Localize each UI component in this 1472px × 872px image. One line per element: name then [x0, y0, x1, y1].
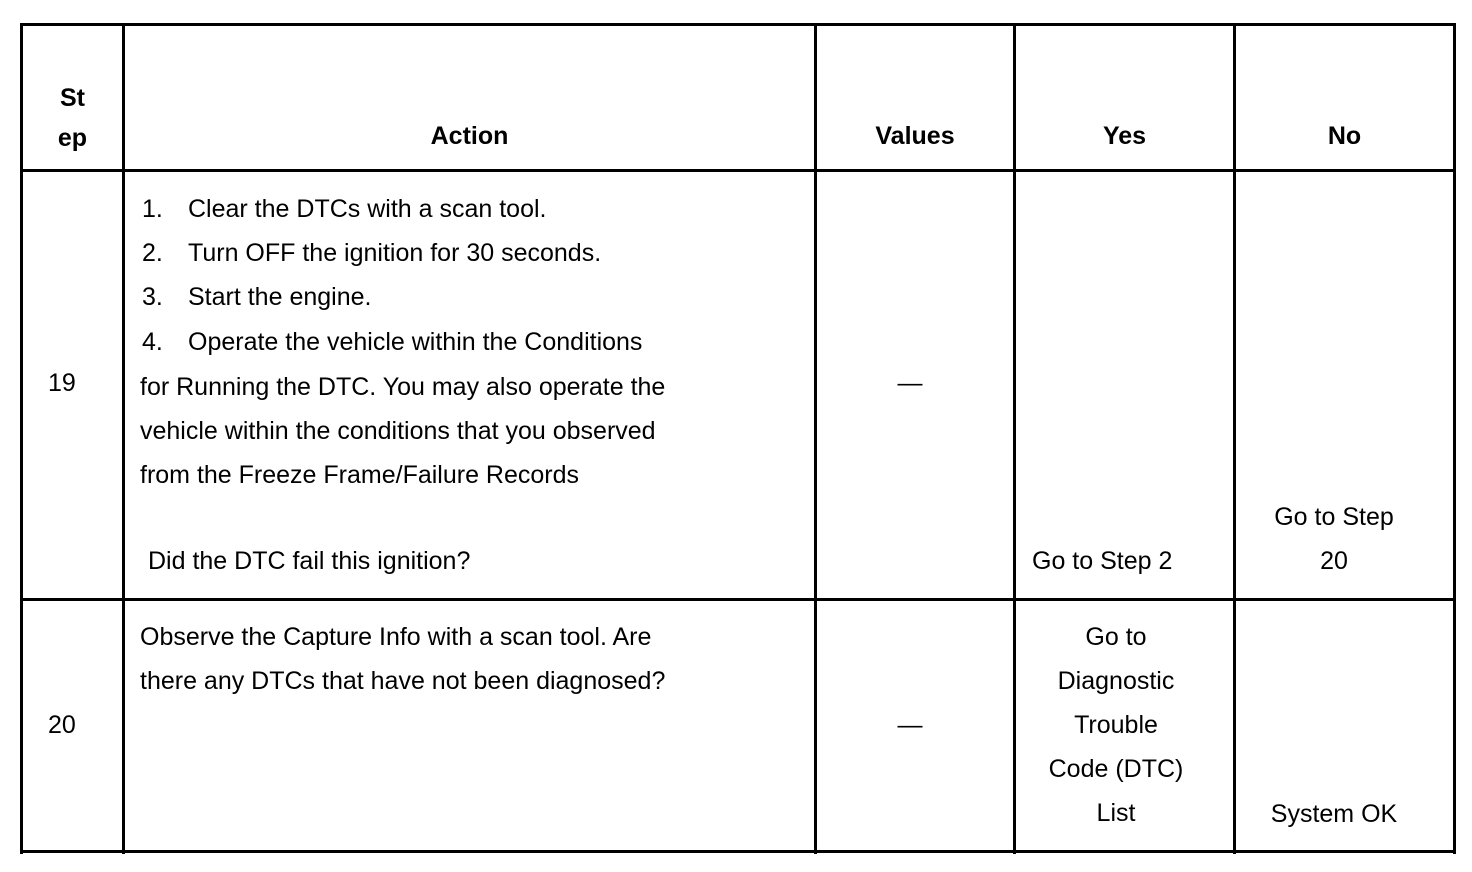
row19-item1-number: 1. — [142, 195, 163, 223]
row19-yes: Go to Step 2 — [1032, 547, 1173, 575]
row19-continuation-line1: for Running the DTC. You may also operate the — [140, 373, 666, 401]
row19-values: — — [897, 369, 923, 397]
row20-values: — — [897, 711, 923, 739]
table-rule-right — [1453, 24, 1456, 854]
row19-no-line2: 20 — [1320, 547, 1348, 575]
row20-step: 20 — [48, 711, 76, 739]
header-action: Action — [430, 122, 509, 150]
row19-question: Did the DTC fail this ignition? — [148, 547, 471, 575]
row19-item2-text: Turn OFF the ignition for 30 seconds. — [188, 239, 602, 267]
row19-no-line1: Go to Step — [1274, 503, 1394, 531]
row20-yes-line5: List — [1096, 799, 1136, 827]
row20-yes — [1016, 615, 1216, 835]
table-rule-top — [20, 23, 1456, 26]
table-rule-header — [20, 169, 1456, 172]
header-step-line2: ep — [57, 124, 88, 152]
row20-action-line1: Observe the Capture Info with a scan tool. Are — [140, 623, 652, 651]
row19-item4-text: Operate the vehicle within the Conditions — [188, 328, 643, 356]
row19-item3-text: Start the engine. — [188, 283, 372, 311]
row19-step: 19 — [48, 369, 76, 397]
header-no: No — [1327, 122, 1362, 150]
row19-item1-text: Clear the DTCs with a scan tool. — [188, 195, 547, 223]
header-step — [23, 76, 122, 160]
row19-continuation-line2: vehicle within the conditions that you observed — [140, 417, 656, 445]
header-yes: Yes — [1102, 122, 1147, 150]
row20-yes-line2: Diagnostic — [1057, 667, 1175, 695]
table-rule-bottom — [20, 850, 1456, 853]
row20-yes-line1: Go to — [1085, 623, 1147, 651]
header-values: Values — [875, 122, 955, 150]
row19-item2-number: 2. — [142, 239, 163, 267]
row20-no: System OK — [1270, 800, 1398, 828]
row19-continuation-line3: from the Freeze Frame/Failure Records — [140, 461, 580, 489]
header-step-line1: St — [60, 84, 85, 112]
row19-item3-number: 3. — [142, 283, 163, 311]
row20-yes-line4: Code (DTC) — [1048, 755, 1184, 783]
row20-yes-line3: Trouble — [1074, 711, 1158, 739]
row19-item4-number: 4. — [142, 328, 163, 356]
row19-no — [1236, 495, 1432, 583]
row20-action-line2: there any DTCs that have not been diagnosed? — [140, 667, 666, 695]
table-rule-row19 — [20, 598, 1456, 601]
